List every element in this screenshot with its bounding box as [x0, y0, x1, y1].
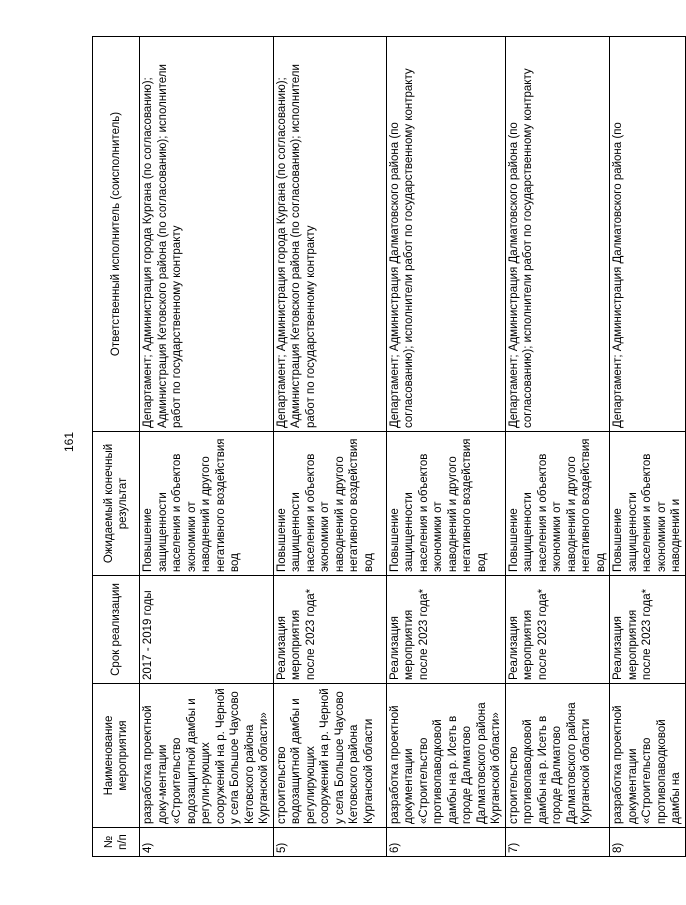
- header-term: Срок реализации: [93, 576, 140, 684]
- table-row: [140, 37, 274, 857]
- row-result: Повышение защищенности населения и объектов экономики от наводнений и другого негативного воздействия вод: [140, 432, 274, 576]
- row-executor: Департамент; Администрация города Кургана (по согласованию); Администрация Кетовского района (по согласованию); исполнители работ по государственному контракту: [273, 37, 386, 432]
- row-term: Реализация мероприятия после 2023 года*: [505, 576, 610, 684]
- row-result: Повышение защищенности населения и объектов экономики от наводнений и другого негативного воздействия вод: [273, 432, 386, 576]
- row-num: 6): [386, 828, 505, 857]
- row-name: разработка проектной документации «Строительство противопаводковой дамбы на: [610, 684, 686, 828]
- row-name: разработка проектной документации «Строительство противопаводковой дамбы на р. Исеть в городе Далматово Далматовского района Курганской области»: [386, 684, 505, 828]
- row-result: Повышение защищенности населения и объектов экономики от наводнений и другого негативного воздействия вод: [386, 432, 505, 576]
- page-number: 161: [62, 431, 76, 452]
- row-executor: Департамент; Администрация города Кургана (по согласованию); Администрация Кетовского района (по согласованию); исполнители работ по государственному контракту: [140, 37, 274, 432]
- table-row: [610, 37, 686, 857]
- row-num: 4): [140, 828, 274, 857]
- row-term: Реализация мероприятия после 2023 года*: [386, 576, 505, 684]
- row-term: 2017 - 2019 годы: [140, 576, 274, 684]
- table-row: [505, 37, 610, 857]
- table-header-row: [93, 37, 140, 857]
- table-row: [386, 37, 505, 857]
- rotated-table-container: [92, 37, 682, 857]
- header-name: Наименование мероприятия: [93, 684, 140, 828]
- table-row: [273, 37, 386, 857]
- header-executor: Ответственный исполнитель (соисполнитель): [93, 37, 140, 432]
- row-executor: Департамент; Администрация Далматовского района (по согласованию); исполнители работ по государственному контракту: [386, 37, 505, 432]
- header-num: № п/п: [93, 828, 140, 857]
- row-executor: Департамент; Администрация Далматовского района (по согласованию); исполнители работ по государственному контракту: [505, 37, 610, 432]
- row-num: 8): [610, 828, 686, 857]
- row-num: 5): [273, 828, 386, 857]
- row-result: Повышение защищенности населения и объектов экономики от наводнений и: [610, 432, 686, 576]
- row-name: строительство противопаводковой дамбы на р. Исеть в городе Далматово Далматовского района Курганской области: [505, 684, 610, 828]
- row-term: Реализация мероприятия после 2023 года*: [273, 576, 386, 684]
- row-executor: Департамент; Администрация Далматовского района (по: [610, 37, 686, 432]
- header-result: Ожидаемый конечный результат: [93, 432, 140, 576]
- row-num: 7): [505, 828, 610, 857]
- row-term: Реализация мероприятия после 2023 года*: [610, 576, 686, 684]
- row-name: разработка проектной доку-ментации «Строительство водозащитной дамбы и регули-рующих сооружений на р. Черной у села Большое Чаусово Кетовского района Курганской области»: [140, 684, 274, 828]
- measures-table: [92, 36, 686, 857]
- row-name: строительство водозащитной дамбы и регулирующих сооружений на р. Черной у села Большое Чаусово Кетовского района Курганской области: [273, 684, 386, 828]
- row-result: Повышение защищенности населения и объектов экономики от наводнений и другого негативного воздействия вод: [505, 432, 610, 576]
